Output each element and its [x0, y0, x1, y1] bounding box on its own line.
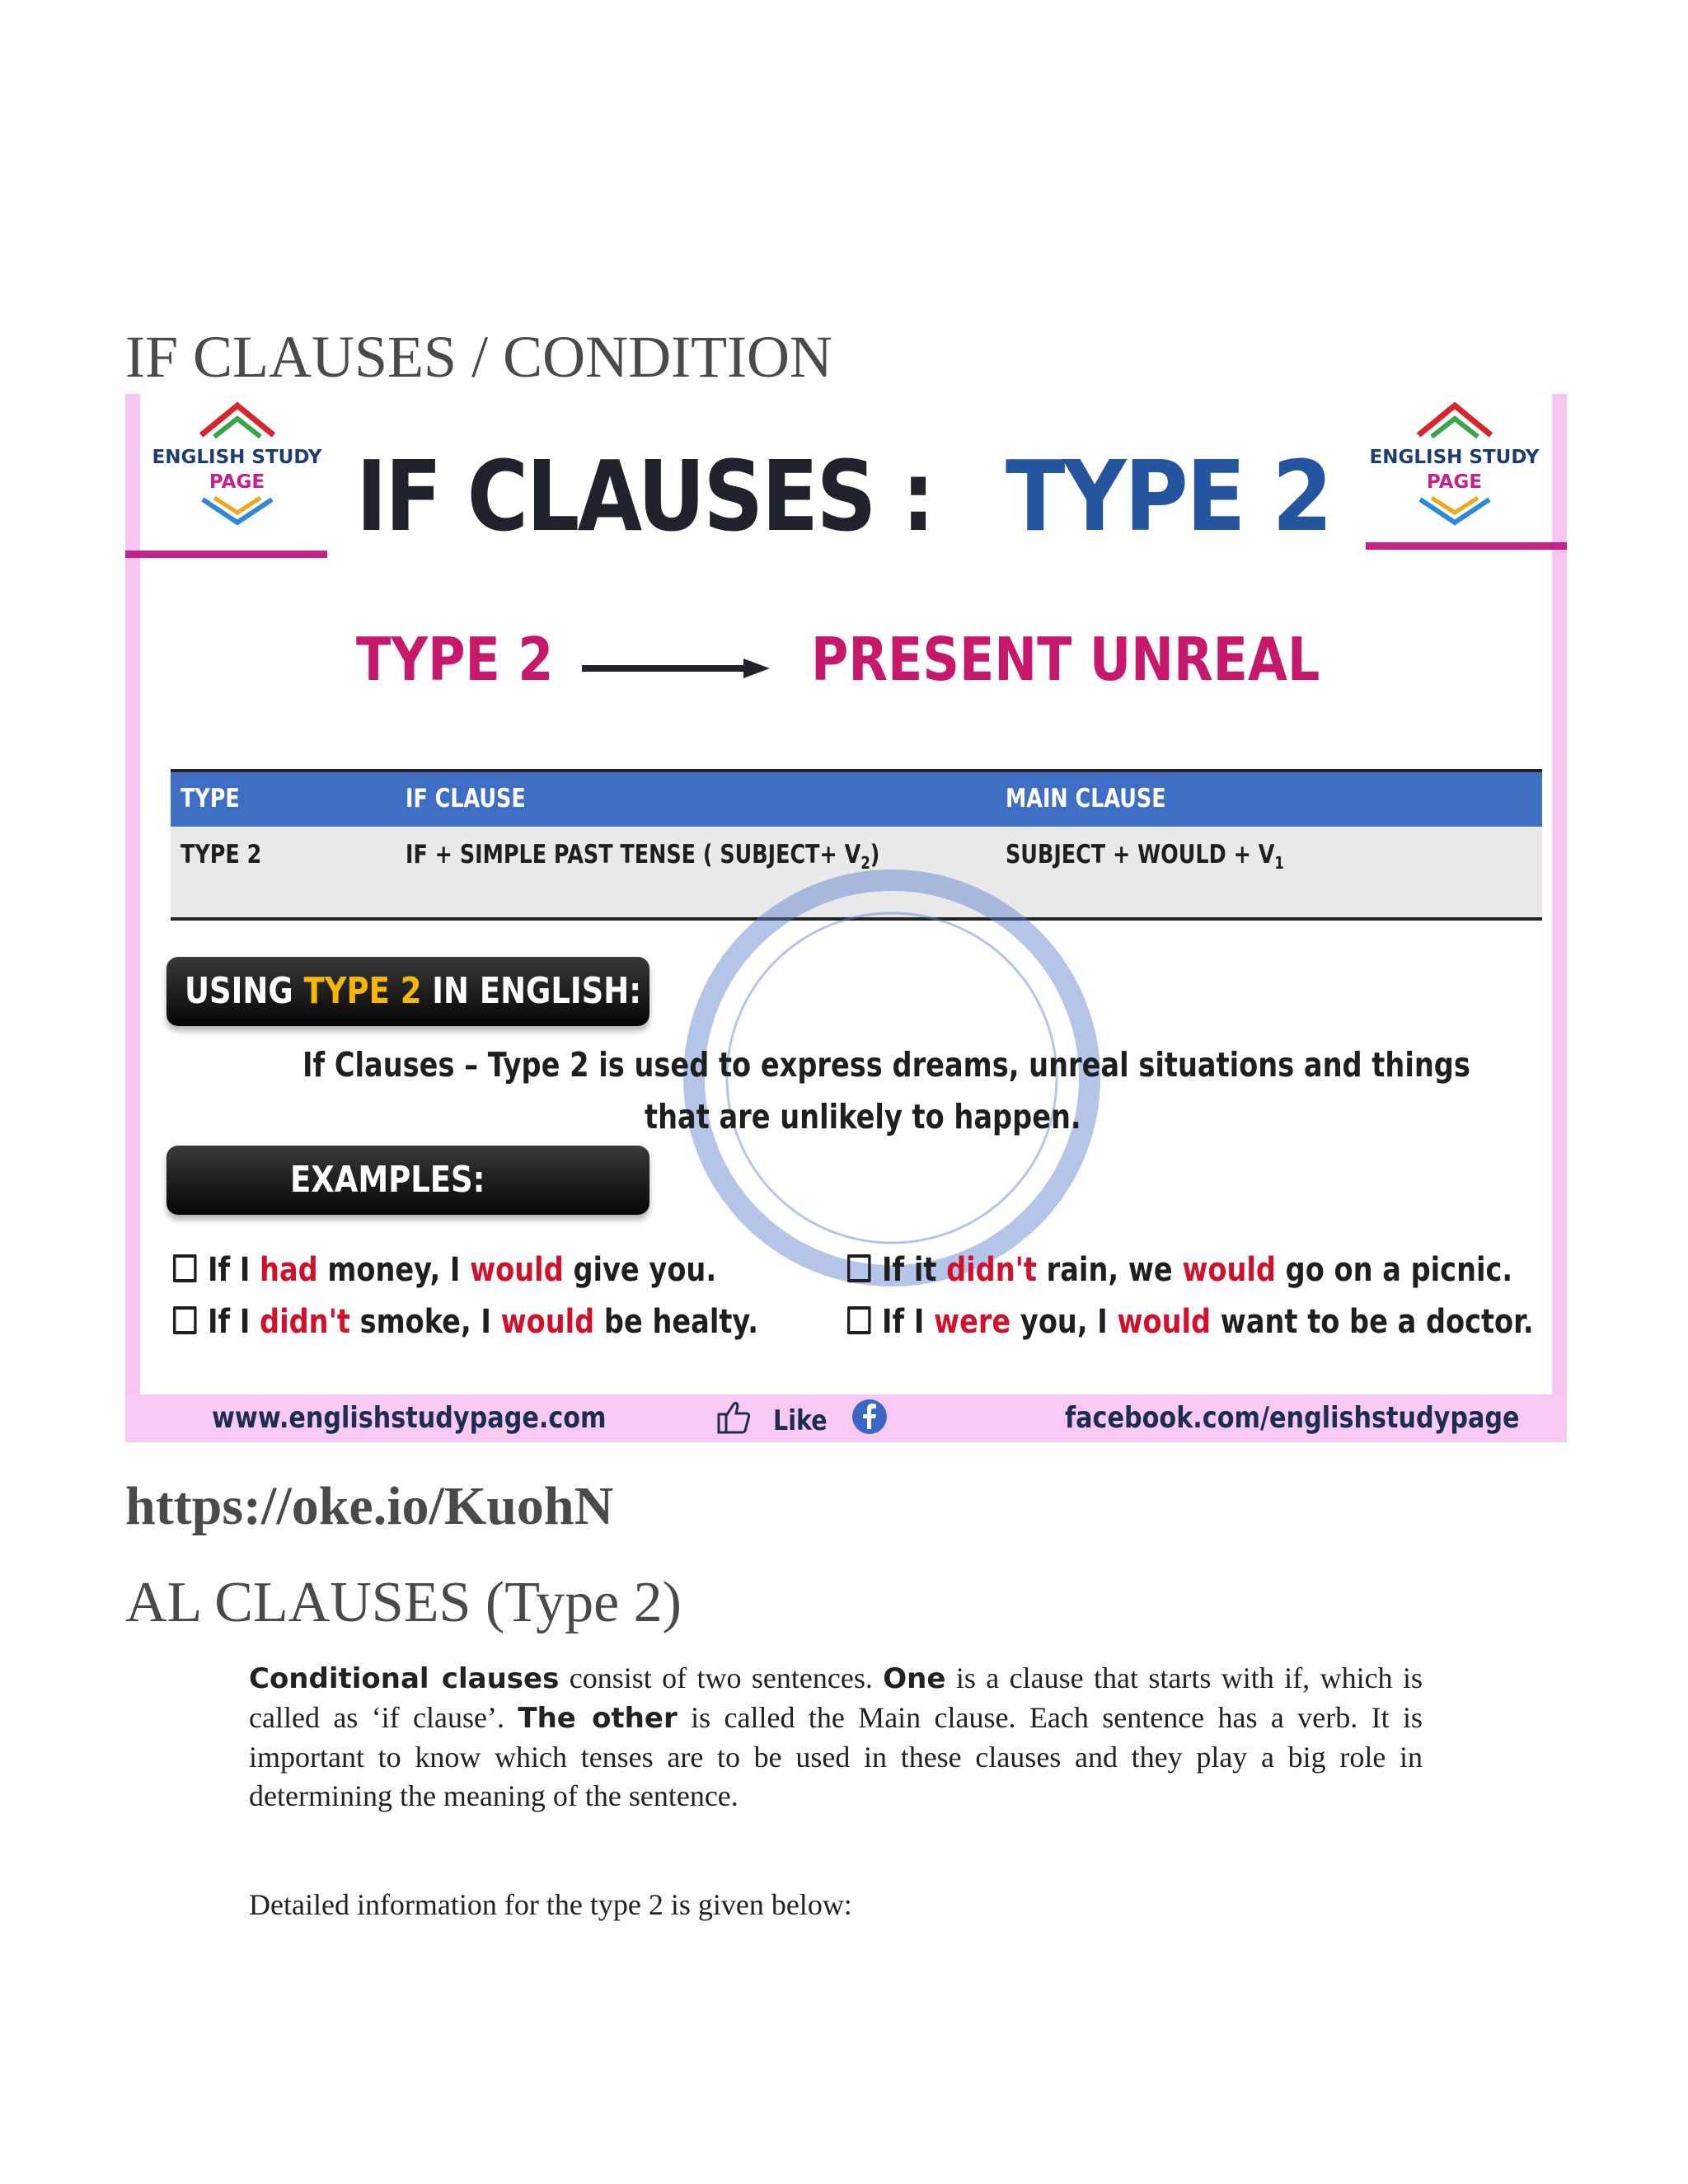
checkbox-icon	[173, 1306, 197, 1334]
arrow-right-icon	[580, 656, 771, 681]
row-main-clause: SUBJECT + WOULD + $V_1$	[1006, 840, 1284, 874]
col-main-clause-header: MAIN CLAUSE	[1006, 784, 1166, 813]
chevron-down-icon	[1417, 494, 1493, 527]
heading-type-2: TYPE 2	[1006, 439, 1331, 553]
heading-if-clauses: IF CLAUSES :	[356, 439, 933, 553]
facebook-icon	[851, 1398, 889, 1436]
roof-icon	[1414, 399, 1496, 442]
table-header-row	[171, 772, 1542, 827]
logo-left-line2: PAGE	[209, 471, 265, 493]
checkbox-icon	[173, 1254, 197, 1282]
example-item: If I didn't smoke, I would be healty.	[173, 1303, 758, 1341]
magenta-underline-right	[1366, 542, 1567, 550]
subheading-present-unreal: PRESENT UNREAL	[811, 625, 1320, 694]
logo-left-line1: ENGLISH STUDY	[152, 447, 322, 468]
roof-icon	[196, 399, 279, 442]
thumbs-up-icon	[715, 1399, 752, 1436]
logo-left	[148, 399, 326, 523]
footer-website: www.englishstudypage.com	[212, 1401, 607, 1435]
subheading-type-2: TYPE 2	[356, 625, 554, 694]
col-type-header: TYPE	[181, 784, 240, 813]
detail-line: Detailed information for the type 2 is given below:	[249, 1888, 852, 1921]
page-title: IF CLAUSES / CONDITION	[125, 324, 833, 390]
chevron-down-icon	[199, 494, 275, 527]
example-item: If it didn't rain, we would go on a picnic.	[847, 1251, 1512, 1289]
footer-like: Like	[773, 1404, 828, 1437]
row-if-clause: IF + SIMPLE PAST TENSE ( SUBJECT+ $V_2$)	[406, 840, 880, 874]
logo-right	[1366, 399, 1543, 523]
checkbox-icon	[847, 1254, 871, 1282]
description-line-1: If Clauses – Type 2 is used to express dreams, unreal situations and things	[302, 1045, 1470, 1085]
magenta-underline-left	[125, 551, 327, 558]
col-if-clause-header: IF CLAUSE	[406, 784, 526, 813]
logo-right-line1: ENGLISH STUDY	[1369, 447, 1540, 468]
example-item: If I had money, I would give you.	[173, 1251, 716, 1289]
examples-label: EXAMPLES:	[166, 1146, 649, 1215]
footer-facebook: facebook.com/englishstudypage	[1065, 1401, 1520, 1435]
intro-paragraph: Conditional clauses consist of two sentences. One is a clause that starts with if, which is called as ‘if clause’. The other is called the Main clause. Each sentence has a verb. It is important to know which tenses are to be used in these clauses and they play a big role in determining the meaning of the sentence.	[249, 1661, 1423, 1812]
using-type2-label: USING TYPE 2 IN ENGLISH:	[166, 957, 649, 1026]
row-type: TYPE 2	[181, 840, 262, 869]
logo-right-line2: PAGE	[1426, 471, 1483, 493]
section-title: AL CLAUSES (Type 2)	[125, 1571, 682, 1634]
checkbox-icon	[847, 1306, 871, 1334]
example-item: If I were you, I would want to be a doctor.	[847, 1303, 1534, 1341]
short-link[interactable]: https://oke.io/KuohN	[125, 1476, 614, 1536]
if-clauses-infographic	[125, 394, 1567, 1442]
description-line-2: that are unlikely to happen.	[645, 1097, 1081, 1137]
pink-border-right	[1552, 394, 1567, 1442]
